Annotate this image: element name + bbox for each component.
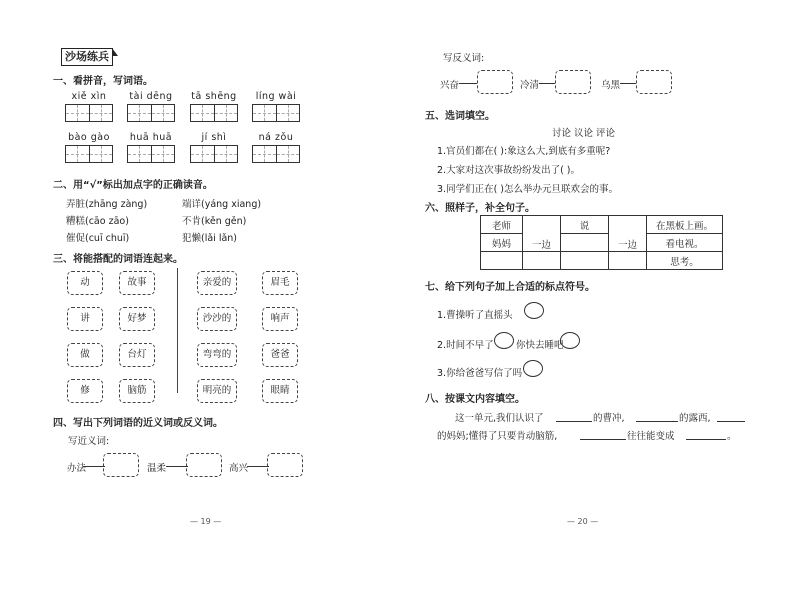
word-card[interactable]: 响声 — [262, 307, 298, 331]
section-6-title: 六、照样子，补全句子。 — [425, 203, 535, 214]
pinyin-2: tài dēng — [129, 91, 173, 102]
word-card[interactable]: 爸爸 — [262, 343, 298, 367]
fill-item[interactable]: 3.同学们正在( )怎么举办元旦联欢会的事。 — [437, 184, 618, 195]
answer-box[interactable] — [267, 453, 303, 477]
cell: 妈妈 — [481, 234, 523, 252]
page-number: — 20 — — [567, 517, 599, 526]
divider — [177, 268, 178, 393]
pronunciation-item[interactable]: 不肯(kěn gěn) — [182, 216, 247, 227]
word: 温柔 — [147, 463, 167, 474]
section-5-title: 五、选词填空。 — [425, 111, 495, 122]
cell[interactable] — [609, 252, 647, 270]
cell[interactable] — [561, 252, 609, 270]
word-options: 讨论 议论 评论 — [552, 128, 616, 139]
word: 兴奋 — [440, 80, 460, 91]
section-3-title: 三、将能搭配的词语连起来。 — [53, 254, 183, 265]
word: 高兴 — [229, 463, 249, 474]
writing-grid[interactable] — [190, 104, 238, 122]
writing-grid[interactable] — [65, 145, 113, 163]
word-card[interactable]: 沙沙的 — [197, 307, 237, 331]
writing-grid[interactable] — [190, 145, 238, 163]
cell[interactable] — [481, 252, 523, 270]
writing-grid[interactable] — [65, 104, 113, 122]
fill-text: 往往能变成 — [627, 431, 675, 442]
blank[interactable] — [717, 410, 745, 422]
section-7-title: 七、给下列句子加上合适的标点符号。 — [425, 282, 595, 293]
cell: 看电视。 — [647, 234, 723, 252]
dash — [83, 466, 105, 467]
punct-item: 3.你给爸爸写信了吗 — [437, 368, 523, 379]
cell: 一边 — [609, 216, 647, 252]
word: 办法 — [67, 463, 87, 474]
dash — [539, 83, 555, 84]
word-card[interactable]: 脑筋 — [119, 379, 155, 403]
punct-item: 2.时间不早了 — [437, 340, 494, 351]
writing-grid[interactable] — [252, 145, 300, 163]
section-1-title: 一、看拼音，写词语。 — [53, 76, 153, 87]
dash — [166, 466, 188, 467]
word-card[interactable]: 亲爱的 — [197, 271, 237, 295]
cell: 在黑板上画。 — [647, 216, 723, 234]
writing-grid[interactable] — [127, 104, 175, 122]
fill-text: 的曹冲, — [593, 413, 625, 424]
punct-item: 你快去睡吧 — [516, 340, 564, 351]
word-card[interactable]: 讲 — [67, 307, 103, 331]
word-card[interactable]: 好梦 — [119, 307, 155, 331]
antonym-label: 写反义词: — [443, 53, 485, 64]
fill-text: 这一单元,我们认识了 — [455, 413, 544, 424]
cell[interactable] — [523, 252, 561, 270]
punctuation-cloud[interactable] — [560, 332, 580, 349]
cell: 一边 — [523, 216, 561, 252]
punctuation-cloud[interactable] — [523, 360, 543, 377]
section-2-title: 二、用“√”标出加点字的正确读音。 — [53, 180, 213, 191]
pinyin-4: líng wài — [255, 91, 297, 102]
pronunciation-item[interactable]: 催促(cuī chuī) — [66, 233, 130, 244]
section-badge: 沙场练兵 — [61, 48, 113, 66]
word-card[interactable]: 做 — [67, 343, 103, 367]
cell[interactable] — [561, 234, 609, 252]
word-card[interactable]: 故事 — [119, 271, 155, 295]
answer-box[interactable] — [636, 70, 672, 94]
pronunciation-item[interactable]: 弄脏(zhāng zàng) — [66, 199, 148, 210]
pinyin-5: bào gào — [68, 132, 110, 143]
answer-box[interactable] — [555, 70, 591, 94]
word-card[interactable]: 眉毛 — [262, 271, 298, 295]
pinyin-8: ná zǒu — [258, 132, 294, 143]
blank[interactable] — [556, 410, 592, 422]
cell: 老师 — [481, 216, 523, 234]
punctuation-cloud[interactable] — [494, 332, 514, 349]
answer-box[interactable] — [186, 453, 222, 477]
fill-text: 的妈妈;懂得了只要肯动脑筋, — [437, 431, 558, 442]
answer-box[interactable] — [103, 453, 139, 477]
word-card[interactable]: 动 — [67, 271, 103, 295]
pinyin-3: tā shēng — [191, 91, 237, 102]
word: 乌黑 — [601, 80, 621, 91]
pronunciation-item[interactable]: 端详(yáng xiang) — [182, 199, 262, 210]
word-card[interactable]: 台灯 — [119, 343, 155, 367]
punctuation-cloud[interactable] — [524, 302, 544, 319]
word: 冷清 — [520, 80, 540, 91]
pronunciation-item[interactable]: 糟糕(cāo zāo) — [66, 216, 129, 227]
pronunciation-item[interactable]: 犯懒(lǎi lǎn) — [182, 233, 238, 244]
blank[interactable] — [686, 428, 726, 440]
fill-item[interactable]: 1.官员们都在( ):象这么大,到底有多重呢? — [437, 146, 611, 157]
section-4-title: 四、写出下列词语的近义词或反义词。 — [53, 418, 223, 429]
synonym-label: 写近义词: — [68, 436, 110, 447]
answer-box[interactable] — [477, 70, 513, 94]
blank[interactable] — [580, 428, 626, 440]
pinyin-6: huā huā — [129, 132, 173, 143]
punct-item: 1.曹操听了直摇头 — [437, 310, 513, 321]
cell: 说 — [561, 216, 609, 234]
dash — [459, 83, 477, 84]
fill-text: 。 — [727, 431, 737, 442]
writing-grid[interactable] — [127, 145, 175, 163]
cell: 思考。 — [647, 252, 723, 270]
word-card[interactable]: 眼睛 — [262, 379, 298, 403]
word-card[interactable]: 明亮的 — [197, 379, 237, 403]
pinyin-1: xiě xìn — [71, 91, 107, 102]
fill-item[interactable]: 2.大家对这次事故纷纷发出了( )。 — [437, 165, 580, 176]
writing-grid[interactable] — [252, 104, 300, 122]
dash — [620, 83, 636, 84]
section-8-title: 八、按课文内容填空。 — [425, 394, 525, 405]
dash — [247, 466, 269, 467]
fill-text: 的露西, — [679, 413, 711, 424]
example-table — [480, 215, 723, 270]
page-number: — 19 — — [190, 517, 222, 526]
word-card[interactable]: 弯弯的 — [197, 343, 237, 367]
word-card[interactable]: 修 — [67, 379, 103, 403]
blank[interactable] — [636, 410, 678, 422]
pinyin-7: jí shì — [201, 132, 227, 143]
